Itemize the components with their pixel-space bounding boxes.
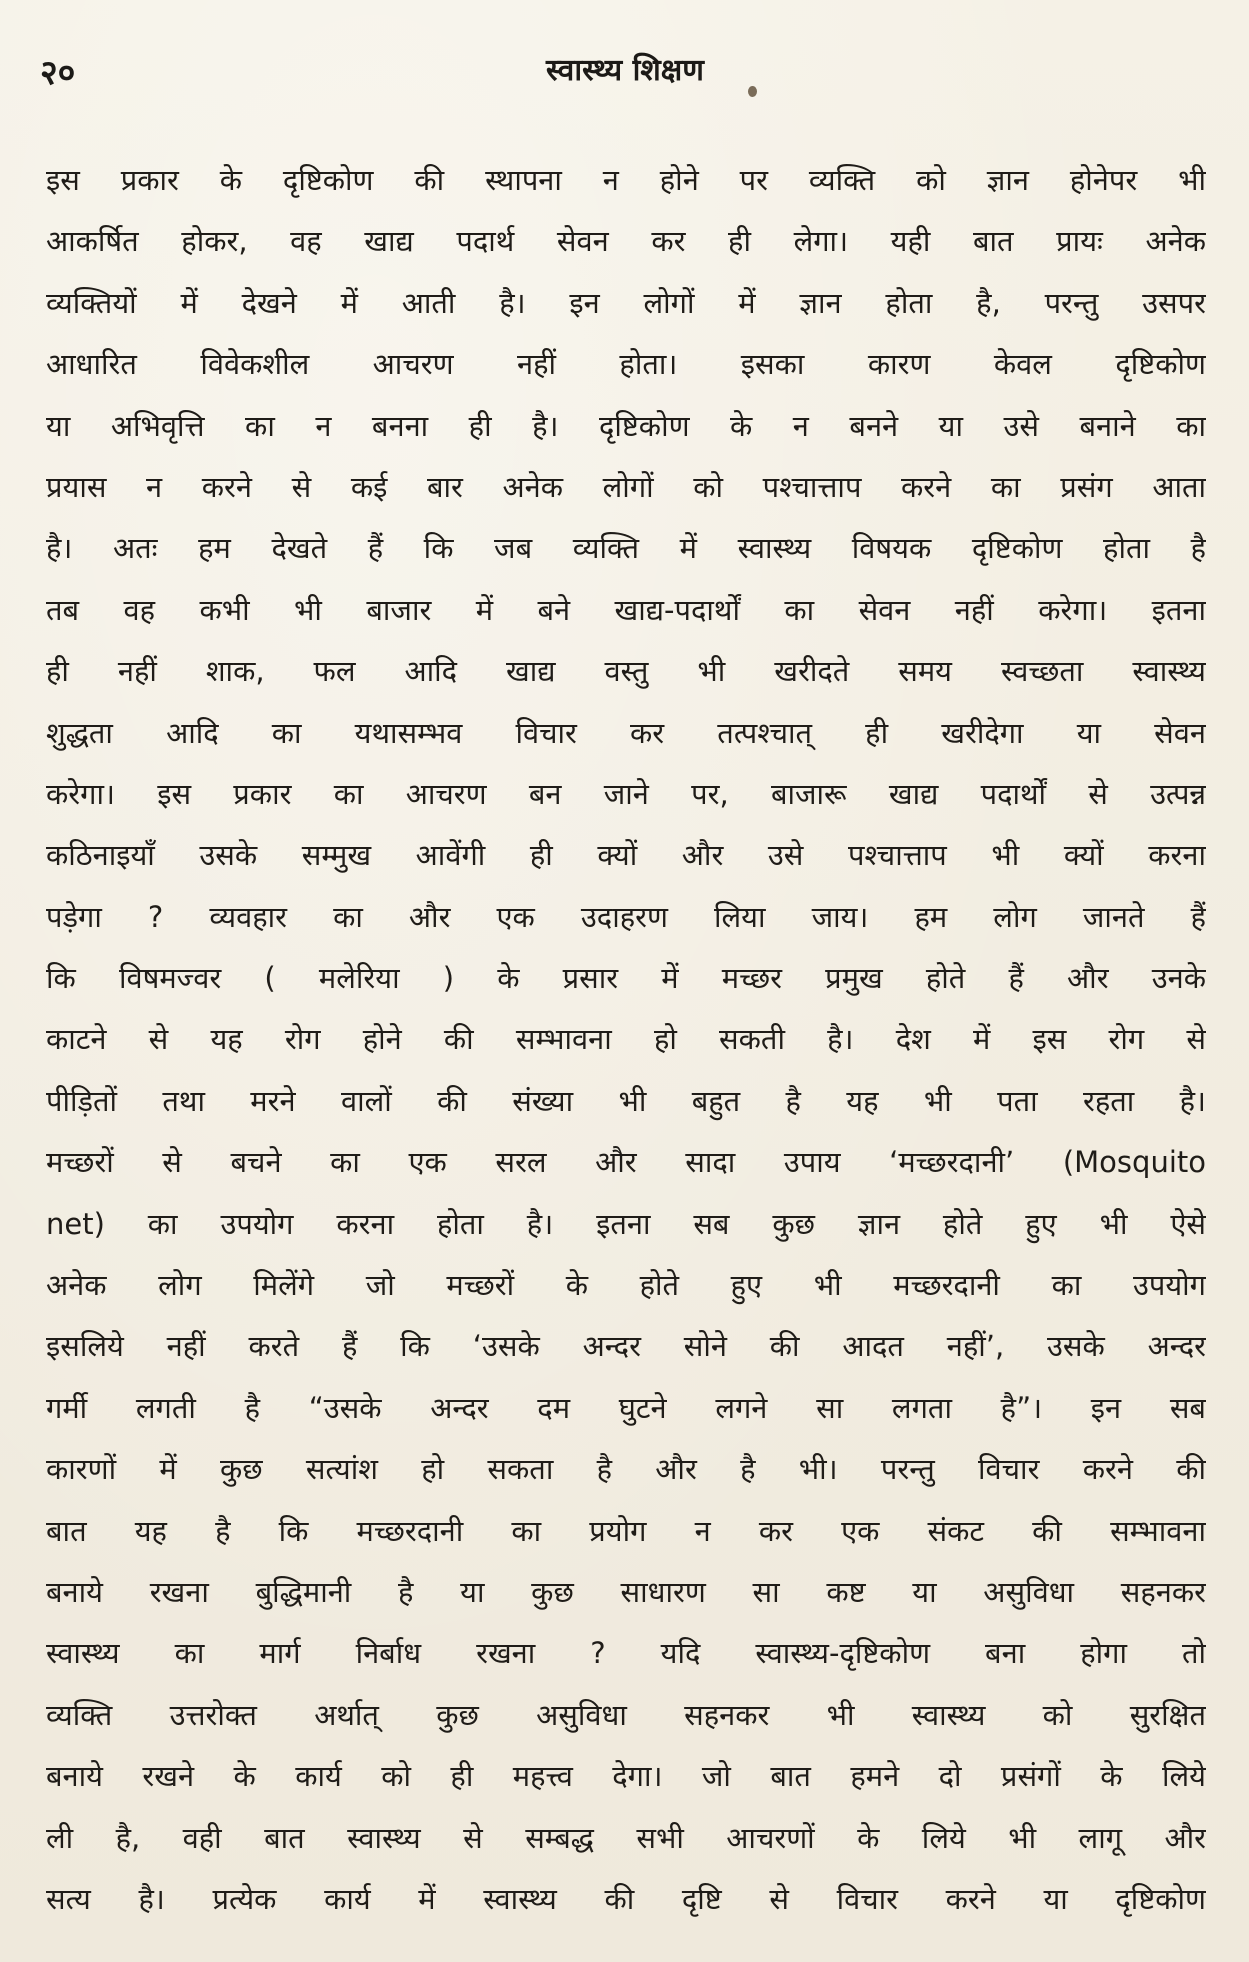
text-line: कारणों में कुछ सत्यांश हो सकता है और है भी। परन्तु विचार करने की (46, 1452, 1206, 1487)
text-line: इसलिये नहीं करते हैं कि ‘उसके अन्दर सोने की आदत नहीं’, उसके अन्दर (46, 1329, 1206, 1364)
text-line: कि विषमज्वर ( मलेरिया ) के प्रसार में मच्छर प्रमुख होते हैं और उनके (46, 961, 1206, 996)
text-line: है। अतः हम देखते हैं कि जब व्यक्ति में स्वास्थ्य विषयक दृष्टिकोण होता है (46, 531, 1206, 566)
page-header (40, 48, 1210, 98)
text-line: बनाये रखने के कार्य को ही महत्त्व देगा। जो बात हमने दो प्रसंगों के लिये (46, 1759, 1206, 1794)
body-paragraph (46, 150, 1206, 1930)
ink-spot (748, 86, 757, 97)
text-line: अनेक लोग मिलेंगे जो मच्छरों के होते हुए भी मच्छरदानी का उपयोग (46, 1268, 1206, 1303)
text-line: इस प्रकार के दृष्टिकोण की स्थापना न होने पर व्यक्ति को ज्ञान होनेपर भी (46, 163, 1206, 197)
text-line: करेगा। इस प्रकार का आचरण बन जाने पर, बाजारू खाद्य पदार्थों से उत्पन्न (46, 776, 1206, 811)
running-title: स्वास्थ्य शिक्षण (546, 53, 704, 88)
text-line: आधारित विवेकशील आचरण नहीं होता। इसका कारण केवल दृष्टिकोण (46, 347, 1206, 382)
text-line: तब वह कभी भी बाजार में बने खाद्य-पदार्थों का सेवन नहीं करेगा। इतना (46, 592, 1206, 627)
page-number: २० (40, 53, 76, 93)
text-line: मच्छरों से बचने का एक सरल और सादा उपाय ‘मच्छरदानी’ (Mosquito (46, 1145, 1206, 1180)
text-line: सत्य है। प्रत्येक कार्य में स्वास्थ्य की दृष्टि से विचार करने या दृष्टिकोण (46, 1881, 1206, 1916)
text-line: ही नहीं शाक, फल आदि खाद्य वस्तु भी खरीदते समय स्वच्छता स्वास्थ्य (46, 654, 1206, 689)
text-line: पड़ेगा ? व्यवहार का और एक उदाहरण लिया जाय। हम लोग जानते हैं (46, 899, 1206, 934)
text-line: कठिनाइयाँ उसके सम्मुख आवेंगी ही क्यों और उसे पश्चात्ताप भी क्यों करना (46, 838, 1206, 873)
text-line: काटने से यह रोग होने की सम्भावना हो सकती है। देश में इस रोग से (46, 1022, 1206, 1057)
text-line: गर्मी लगती है “उसके अन्दर दम घुटने लगने सा लगता है”। इन सब (46, 1390, 1206, 1425)
text-line: शुद्धता आदि का यथासम्भव विचार कर तत्पश्चात् ही खरीदेगा या सेवन (46, 715, 1206, 750)
text-line: या अभिवृत्ति का न बनना ही है। दृष्टिकोण के न बनने या उसे बनाने का (46, 408, 1206, 443)
text-line: पीड़ितों तथा मरने वालों की संख्या भी बहुत है यह भी पता रहता है। (46, 1083, 1206, 1118)
text-line: बनाये रखना बुद्धिमानी है या कुछ साधारण सा कष्ट या असुविधा सहनकर (46, 1574, 1206, 1609)
text-line: स्वास्थ्य का मार्ग निर्बाध रखना ? यदि स्वास्थ्य-दृष्टिकोण बना होगा तो (46, 1636, 1206, 1671)
text-line: net) का उपयोग करना होता है। इतना सब कुछ ज्ञान होते हुए भी ऐसे (46, 1206, 1206, 1241)
text-line: बात यह है कि मच्छरदानी का प्रयोग न कर एक संकट की सम्भावना (46, 1513, 1206, 1548)
text-line: प्रयास न करने से कई बार अनेक लोगों को पश्चात्ताप करने का प्रसंग आता (46, 469, 1206, 504)
text-line: ली है, वही बात स्वास्थ्य से सम्बद्ध सभी आचरणों के लिये भी लागू और (46, 1820, 1206, 1855)
text-line: व्यक्ति उत्तरोक्त अर्थात् कुछ असुविधा सहनकर भी स्वास्थ्य को सुरक्षित (46, 1697, 1206, 1732)
text-line: आकर्षित होकर, वह खाद्य पदार्थ सेवन कर ही लेगा। यही बात प्रायः अनेक (46, 224, 1206, 259)
text-line: व्यक्तियों में देखने में आती है। इन लोगों में ज्ञान होता है, परन्तु उसपर (46, 285, 1206, 320)
